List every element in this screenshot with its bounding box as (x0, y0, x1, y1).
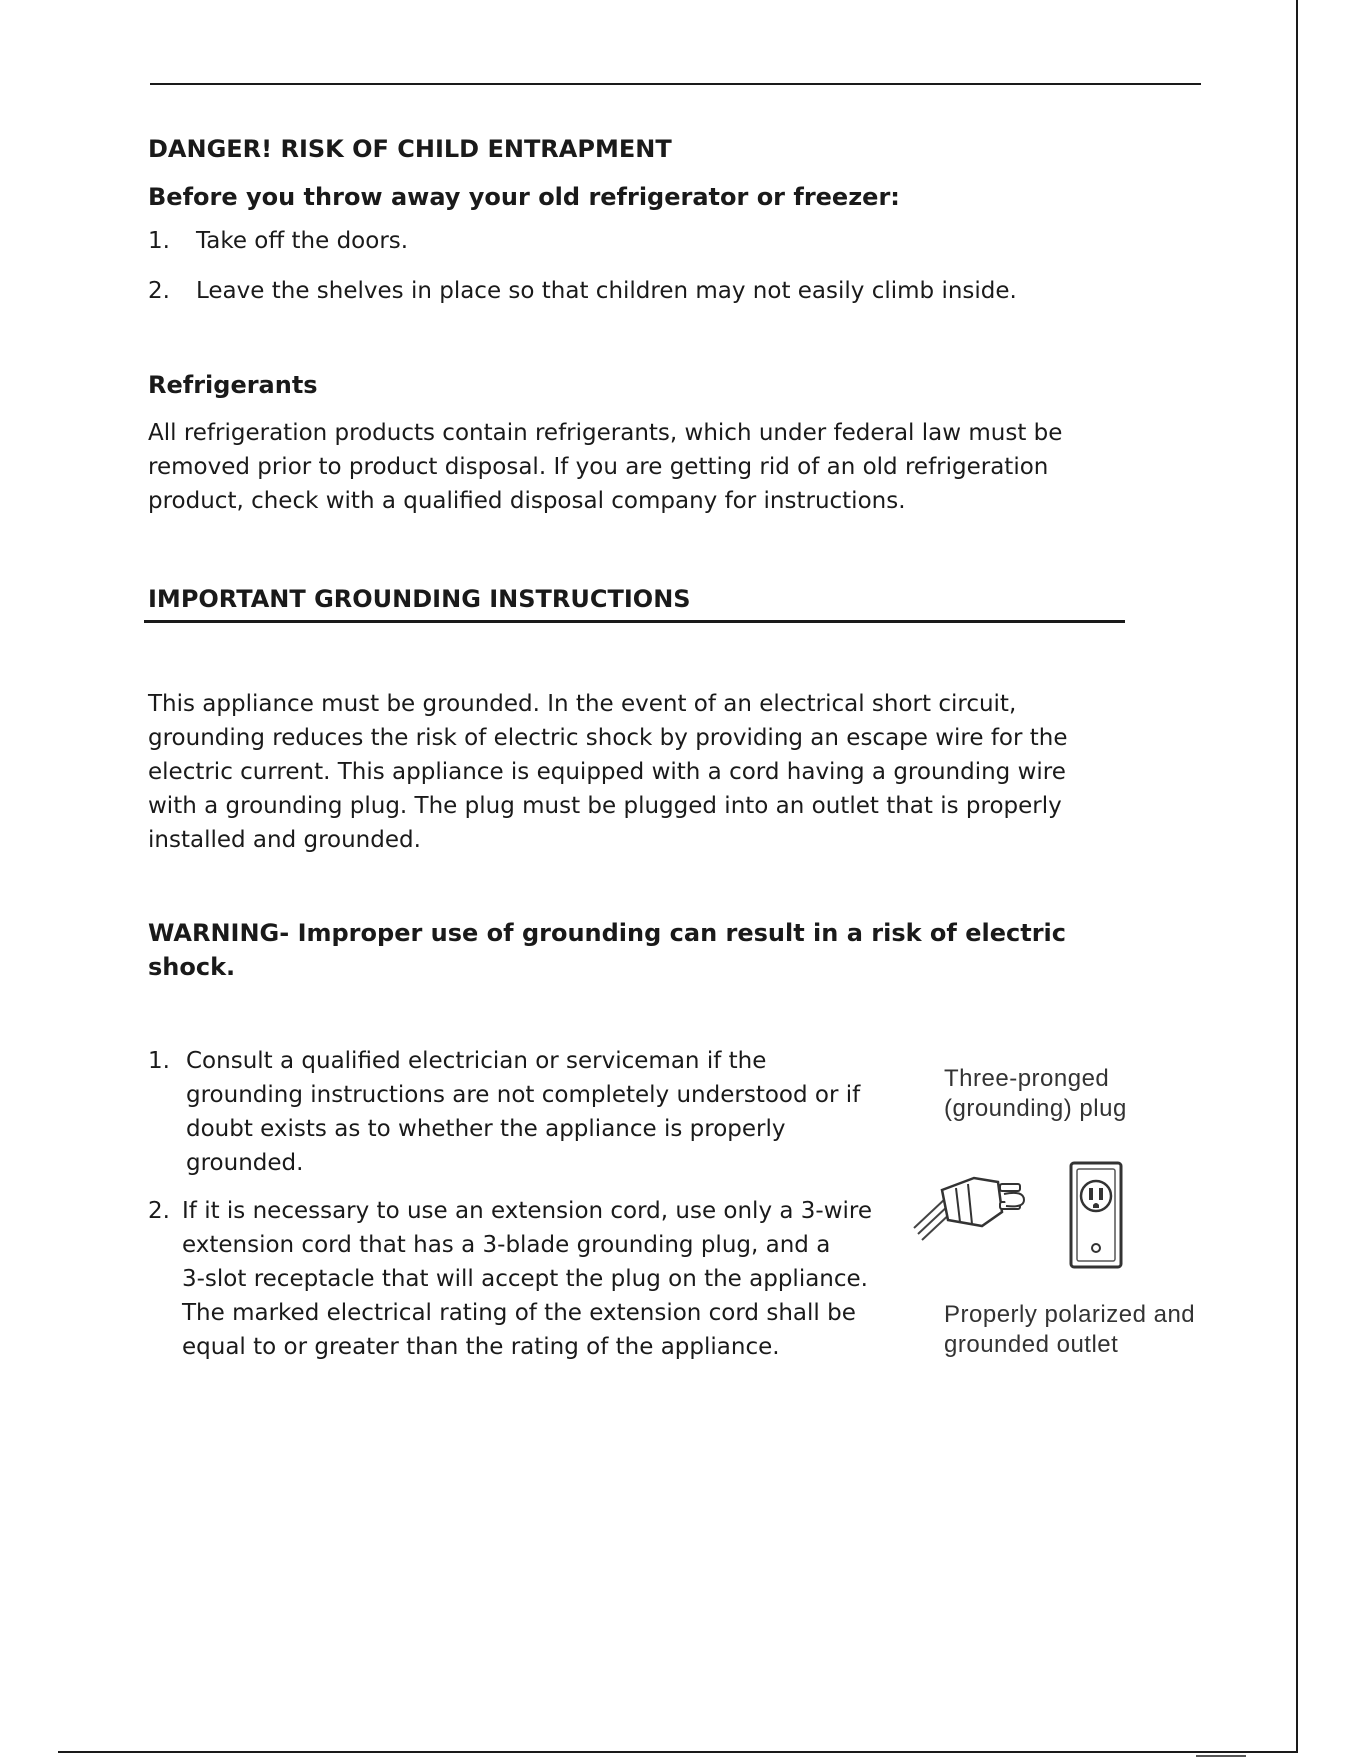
step-number: 1. (148, 228, 170, 254)
refrigerants-line: removed prior to product disposal. If you are getting rid of an old refrigeration (148, 454, 1049, 480)
outlet-label-line: grounded outlet (944, 1331, 1119, 1358)
danger-step (148, 224, 408, 258)
step-number: 2. (148, 278, 170, 304)
grounding-line: This appliance must be grounded. In the event of an electrical short circuit, (148, 691, 1017, 717)
danger-heading: DANGER! RISK OF CHILD ENTRAPMENT (148, 135, 672, 163)
bottom-border (58, 1751, 1298, 1753)
plug-label (944, 1064, 1127, 1124)
grounding-line: with a grounding plug. The plug must be plugged into an outlet that is properly (148, 793, 1062, 819)
instruction-line: extension cord that has a 3-blade grounding plug, and a (182, 1232, 831, 1258)
instruction-line: Consult a qualified electrician or serviceman if the (186, 1048, 767, 1074)
instruction-line: grounded. (186, 1150, 304, 1176)
three-prong-plug-icon (912, 1150, 1052, 1250)
top-rule (150, 83, 1201, 85)
instruction-line: grounding instructions are not completely understood or if (186, 1082, 861, 1108)
refrigerants-heading: Refrigerants (148, 371, 318, 399)
instruction-line: doubt exists as to whether the appliance is properly (186, 1116, 786, 1142)
grounding-line: installed and grounded. (148, 827, 421, 853)
instruction-line: equal to or greater than the rating of the appliance. (182, 1334, 780, 1360)
grounded-outlet-icon (1068, 1160, 1124, 1270)
refrigerants-line: product, check with a qualified disposal company for instructions. (148, 488, 906, 514)
right-border (1296, 0, 1298, 1752)
step-text: Leave the shelves in place so that children may not easily climb inside. (196, 278, 1017, 304)
refrigerants-line: All refrigeration products contain refrigerants, which under federal law must be (148, 420, 1063, 446)
grounding-heading-text: IMPORTANT GROUNDING INSTRUCTIONS (148, 585, 691, 613)
outlet-label-line: Properly polarized and (944, 1301, 1196, 1328)
instruction-line: The marked electrical rating of the extension cord shall be (182, 1300, 856, 1326)
bottom-border-tail (1196, 1755, 1246, 1757)
grounding-line: grounding reduces the risk of electric shock by providing an escape wire for the (148, 725, 1068, 751)
danger-step (148, 274, 1017, 308)
instruction-number: 2. (148, 1198, 170, 1224)
plug-label-line: (grounding) plug (944, 1095, 1127, 1122)
instruction-body (186, 1044, 860, 1180)
step-text: Take off the doors. (196, 228, 409, 254)
instruction-body (182, 1194, 872, 1364)
outlet-label (944, 1300, 1195, 1360)
grounding-line: electric current. This appliance is equipped with a cord having a grounding wire (148, 759, 1066, 785)
grounding-heading (144, 584, 1125, 623)
instruction-number: 1. (148, 1048, 170, 1074)
danger-subheading: Before you throw away your old refrigerator or freezer: (148, 183, 900, 211)
warning-line: WARNING- Improper use of grounding can result in a risk of electric (148, 919, 1066, 947)
instruction-line: If it is necessary to use an extension cord, use only a 3-wire (182, 1198, 873, 1224)
instruction-line: 3-slot receptacle that will accept the plug on the appliance. (182, 1266, 868, 1292)
plug-label-line: Three-pronged (944, 1065, 1110, 1092)
warning-line: shock. (148, 953, 236, 981)
